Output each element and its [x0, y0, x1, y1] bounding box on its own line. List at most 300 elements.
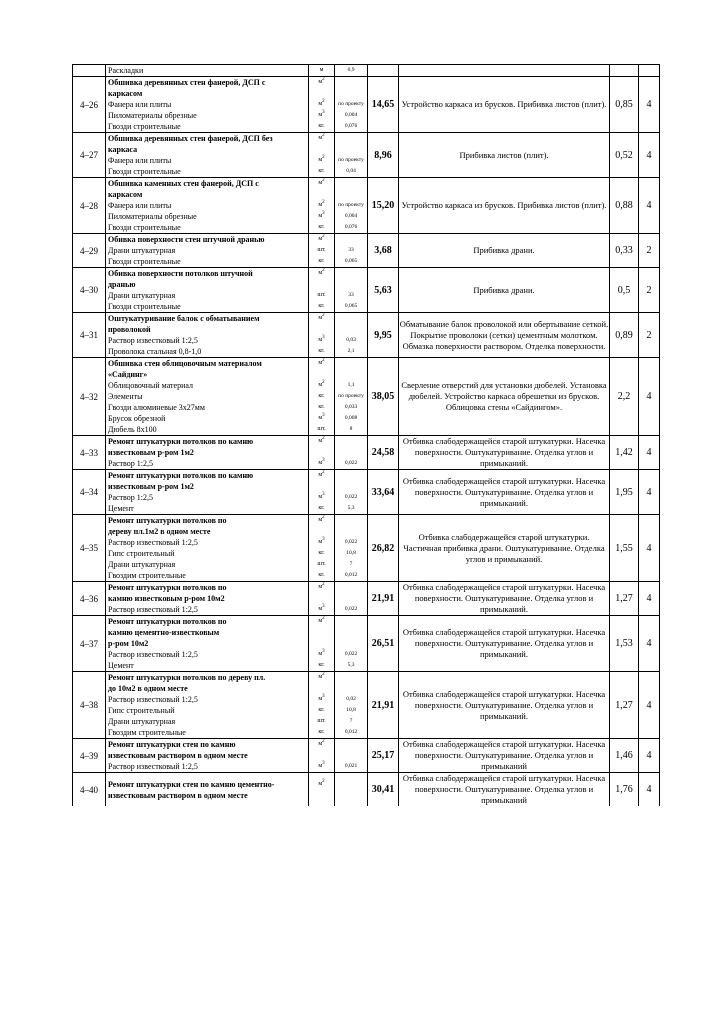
line-item-quantity — [335, 750, 367, 761]
row-rate: 26,51 — [368, 616, 399, 672]
row-quantities — [335, 616, 368, 672]
line-item-unit: кг. — [318, 224, 325, 230]
line-item-quantity — [335, 88, 367, 99]
line-item-unit: $м^2$ — [318, 77, 325, 85]
row-description: Обматывание балок проволокой или обертывание сеткой. Покрытие проволоки (сетки) цементным молотком. Обмазка поверхности раствором. Отделка поверхности. — [399, 313, 610, 358]
table-row — [73, 582, 660, 616]
line-item-unit: $м^2$ — [318, 133, 325, 141]
line-item-unit — [309, 593, 334, 604]
line-item-unit — [309, 481, 334, 492]
line-item-unit: $м^3$ — [318, 110, 325, 118]
line-item-unit: $м^3$ — [318, 335, 325, 343]
line-item-name: Ремонт штукатурки потолков по — [108, 617, 227, 626]
line-item-name: Дюбель 8х100 — [108, 425, 157, 434]
line-item-quantity — [335, 672, 367, 683]
table-row — [73, 234, 660, 268]
line-item-name: Обивка поверхности стен штучной дранью — [108, 235, 265, 244]
rates-table — [72, 64, 660, 806]
line-item-name: Обшивка деревянных стен фанерой, ДСП без — [108, 134, 273, 143]
row-description: Отбивка слабодержащейся старой штукатурки. Насечка поверхности. Оштукатуривание. Отделка углов и примыканий. — [399, 582, 610, 616]
row-units — [309, 133, 335, 178]
row-category: 4 — [639, 470, 660, 515]
line-item-quantity: 0,022 — [344, 606, 358, 612]
row-code: 4–35 — [73, 515, 106, 582]
line-item-quantity — [335, 683, 367, 694]
line-item-unit: шт. — [317, 247, 326, 253]
line-item-unit: $м^3$ — [318, 211, 325, 219]
line-item-name: Гвозди алюминевые 3х27мм — [108, 403, 205, 412]
row-names — [106, 313, 309, 358]
row-rate: 3,68 — [368, 234, 399, 268]
line-item-name: Раствор известковый 1:2,5 — [108, 695, 198, 704]
row-description: Отбивка слабодержащейся старой штукатурки. Насечка поверхности. Оштукатуривание. Отделка углов и примыканий. — [399, 616, 610, 672]
line-item-quantity — [335, 447, 367, 458]
line-item-unit — [309, 189, 334, 200]
row-rate: 26,82 — [368, 515, 399, 582]
line-item-quantity — [335, 739, 367, 750]
line-item-unit: кг. — [318, 168, 325, 174]
row-rate: 5,63 — [368, 268, 399, 313]
row-code: 4–40 — [73, 773, 106, 807]
line-item-unit: кг. — [318, 303, 325, 309]
line-item-quantity: по проекту — [338, 393, 364, 399]
line-item-name: Пиломатериалы обрезные — [108, 212, 197, 221]
line-item-unit: кг. — [318, 404, 325, 410]
line-item-unit: $м^3$ — [318, 649, 325, 657]
line-item-quantity — [335, 616, 367, 627]
line-item-name: Драни штукатурная — [108, 246, 176, 255]
line-item-unit — [309, 683, 334, 694]
row-description: Отбивка слабодержащейся старой штукатурки. Насечка поверхности. Оштукатуривание. Отделка углов и примыканий. — [399, 470, 610, 515]
line-item-name: Гвозди строительные — [108, 257, 181, 266]
line-item-name: дранью — [108, 280, 136, 289]
row-names — [106, 358, 309, 436]
row-units — [309, 234, 335, 268]
line-item-name: камню известковым р-ром 10м2 — [108, 594, 225, 603]
line-item-unit — [309, 447, 334, 458]
row-rate: 14,65 — [368, 77, 399, 133]
line-item-unit: $м^2$ — [318, 200, 325, 208]
row-units — [309, 672, 335, 739]
line-item-unit — [309, 750, 334, 761]
line-item-name: Драни штукатурная — [108, 717, 176, 726]
line-item-unit: $м^2$ — [318, 178, 325, 186]
row-units — [309, 616, 335, 672]
line-item-name: Фанера или плиты — [108, 100, 172, 109]
line-item-name: Гвозди строительные — [108, 223, 181, 232]
row-coefficient: 1,95 — [610, 470, 639, 515]
row-names — [106, 436, 309, 470]
row-coefficient: 0,89 — [610, 313, 639, 358]
row-quantities — [335, 582, 368, 616]
row-names — [106, 65, 309, 77]
line-item-name: Гвозди строительные — [108, 167, 181, 176]
line-item-quantity — [335, 189, 367, 200]
row-units — [309, 268, 335, 313]
line-item-unit: кг. — [318, 123, 325, 129]
row-names — [106, 178, 309, 234]
line-item-unit: $м^2$ — [318, 436, 325, 444]
line-item-unit: $м^2$ — [318, 739, 325, 747]
row-description: Отбивка слабодержащейся старой штукатурки. Насечка поверхности. Оштукатуривание. Отделка углов и примыканий. — [399, 672, 610, 739]
line-item-quantity: по проекту — [338, 101, 364, 107]
row-code: 4–36 — [73, 582, 106, 616]
line-item-name: Раствор известковый 1:2,5 — [108, 605, 198, 614]
row-rate: 21,91 — [368, 672, 399, 739]
row-units — [309, 358, 335, 436]
row-quantities — [335, 178, 368, 234]
line-item-unit — [309, 369, 334, 380]
line-item-unit: $м^2$ — [318, 380, 325, 388]
line-item-name: Обшивка деревянных стен фанерой, ДСП с — [108, 78, 266, 87]
line-item-quantity: 5,3 — [347, 505, 355, 511]
row-quantities — [335, 268, 368, 313]
line-item-name: «Сайдинг» — [108, 370, 148, 379]
line-item-name: каркасом — [108, 190, 143, 199]
line-item-unit: шт. — [317, 718, 326, 724]
row-rate: 9,95 — [368, 313, 399, 358]
line-item-quantity: 0,033 — [344, 404, 358, 410]
row-coefficient: 1,76 — [610, 773, 639, 807]
line-item-quantity — [335, 779, 367, 790]
line-item-unit: $м^3$ — [318, 413, 325, 421]
line-item-quantity: 0,9 — [347, 67, 355, 73]
line-item-name: Раствор 1:2,5 — [108, 493, 153, 502]
row-category: 4 — [639, 616, 660, 672]
line-item-name: Драни штукатурная — [108, 291, 176, 300]
row-names — [106, 234, 309, 268]
row-category: 4 — [639, 515, 660, 582]
line-item-quantity: 0,022 — [344, 460, 358, 466]
table-row — [73, 358, 660, 436]
row-quantities — [335, 77, 368, 133]
row-code — [73, 65, 106, 77]
line-item-quantity: 7 — [349, 718, 353, 724]
table-row — [73, 178, 660, 234]
row-coefficient — [610, 65, 639, 77]
line-item-unit: кг. — [318, 662, 325, 668]
row-code: 4–33 — [73, 436, 106, 470]
line-item-unit — [309, 627, 334, 638]
row-description: Отбивка слабодержащейся старой штукатурки. Насечка поверхности. Оштукатуривание. Отделка углов и примыканий — [399, 773, 610, 807]
row-names — [106, 77, 309, 133]
row-names — [106, 515, 309, 582]
line-item-unit: $м^2$ — [318, 313, 325, 321]
line-item-quantity: 7 — [349, 561, 353, 567]
line-item-name: Ремонт штукатурки стен по камню — [108, 740, 236, 749]
row-units — [309, 77, 335, 133]
row-category: 4 — [639, 582, 660, 616]
row-category: 4 — [639, 773, 660, 807]
line-item-quantity — [335, 279, 367, 290]
row-names — [106, 268, 309, 313]
line-item-unit: $м^3$ — [318, 694, 325, 702]
line-item-name: Ремонт штукатурки потолков по камню — [108, 471, 254, 480]
line-item-quantity — [335, 324, 367, 335]
line-item-unit: $м^3$ — [318, 492, 325, 500]
row-description: Сверление отверстий для установки дюбелей. Установка дюбелей. Устройство каркаса обрешетки из брусков. Облицовка стены «Сайдингом». — [399, 358, 610, 436]
line-item-quantity: 10,8 — [346, 707, 356, 713]
line-item-name: Проволока стальная 0,8-1,0 — [108, 347, 202, 356]
row-units — [309, 178, 335, 234]
line-item-unit: $м^3$ — [318, 458, 325, 466]
line-item-name: Облицовочный материал — [108, 381, 193, 390]
line-item-unit: $м^2$ — [318, 358, 325, 366]
row-coefficient: 1,53 — [610, 616, 639, 672]
line-item-quantity — [335, 627, 367, 638]
row-quantities — [335, 672, 368, 739]
table-row — [73, 268, 660, 313]
line-item-unit: $м^2$ — [318, 99, 325, 107]
row-category: 4 — [639, 436, 660, 470]
line-item-unit — [309, 144, 334, 155]
line-item-name: Раствор известковый 1:2,5 — [108, 650, 198, 659]
table-row — [73, 739, 660, 773]
row-coefficient: 0,52 — [610, 133, 639, 178]
line-item-unit: $м^2$ — [318, 234, 325, 242]
table-row — [73, 515, 660, 582]
line-item-unit: $м^2$ — [318, 582, 325, 590]
line-item-name: дереву пл.1м2 в одном месте — [108, 527, 211, 536]
row-coefficient: 1,27 — [610, 582, 639, 616]
line-item-unit: кг. — [318, 572, 325, 578]
line-item-unit: шт. — [317, 426, 326, 432]
line-item-quantity — [335, 638, 367, 649]
table-row — [73, 77, 660, 133]
line-item-quantity: 0,022 — [344, 539, 358, 545]
line-item-name: Обшивка стен облицовочным материалом — [108, 359, 262, 368]
line-item-quantity: 0,012 — [344, 572, 358, 578]
line-item-unit: м — [319, 67, 324, 73]
line-item-unit: $м^3$ — [318, 604, 325, 612]
row-code: 4–38 — [73, 672, 106, 739]
line-item-unit: $м^2$ — [318, 268, 325, 276]
line-item-name: Драни штукатурная — [108, 560, 176, 569]
line-item-quantity — [335, 178, 367, 189]
line-item-quantity — [335, 77, 367, 88]
row-coefficient: 1,27 — [610, 672, 639, 739]
line-item-quantity — [335, 436, 367, 447]
table-row — [73, 65, 660, 77]
row-units — [309, 739, 335, 773]
line-item-unit — [309, 526, 334, 537]
line-item-unit — [309, 790, 334, 801]
row-rate: 38,05 — [368, 358, 399, 436]
line-item-name: Фанера или плиты — [108, 201, 172, 210]
row-code: 4–34 — [73, 470, 106, 515]
line-item-name: Раствор известковый 1:2,5 — [108, 538, 198, 547]
row-quantities — [335, 515, 368, 582]
line-item-unit: кг. — [318, 258, 325, 264]
line-item-name: известковым раствором в одном месте — [108, 790, 248, 800]
line-item-name: каркаса — [108, 145, 138, 154]
table-row — [73, 313, 660, 358]
row-units — [309, 582, 335, 616]
row-units — [309, 436, 335, 470]
line-item-name: Ремонт штукатурки потолков по камню — [108, 437, 254, 446]
row-code: 4–39 — [73, 739, 106, 773]
row-category: 4 — [639, 358, 660, 436]
row-quantities — [335, 133, 368, 178]
row-quantities — [335, 65, 368, 77]
line-item-unit — [309, 88, 334, 99]
line-item-unit: шт. — [317, 561, 326, 567]
row-category: 4 — [639, 178, 660, 234]
line-item-unit: $м^2$ — [318, 155, 325, 163]
row-units — [309, 65, 335, 77]
line-item-name: проволокой — [108, 325, 151, 334]
row-code: 4–27 — [73, 133, 106, 178]
line-item-quantity — [335, 313, 367, 324]
line-item-quantity: 0,008 — [344, 415, 358, 421]
line-item-name: Фанера или плиты — [108, 156, 172, 165]
row-names — [106, 739, 309, 773]
table-row — [73, 616, 660, 672]
row-units — [309, 313, 335, 358]
line-item-name: Пиломатериалы обрезные — [108, 111, 197, 120]
line-item-unit: $м^2$ — [318, 778, 325, 787]
row-rate: 25,17 — [368, 739, 399, 773]
row-coefficient: 1,55 — [610, 515, 639, 582]
line-item-unit: кг. — [318, 505, 325, 511]
row-code: 4–29 — [73, 234, 106, 268]
line-item-name: р-ром 10м2 — [108, 639, 149, 648]
line-item-name: Цемент — [108, 504, 134, 513]
line-item-quantity: 0,076 — [344, 224, 358, 230]
line-item-name: Раствор известковый 1:2,5 — [108, 336, 198, 345]
line-item-name: Обшивка каменных стен фанерой, ДСП с — [108, 179, 259, 188]
row-names — [106, 133, 309, 178]
line-item-quantity — [335, 593, 367, 604]
table-row — [73, 773, 660, 807]
line-item-name: камню цементно-известковым — [108, 628, 220, 637]
row-code: 4–31 — [73, 313, 106, 358]
line-item-quantity: по проекту — [338, 202, 364, 208]
line-item-quantity — [335, 133, 367, 144]
row-coefficient: 0,33 — [610, 234, 639, 268]
row-units — [309, 515, 335, 582]
line-item-quantity: 0,021 — [344, 763, 358, 769]
line-item-name: до 10м2 в одном месте — [108, 684, 188, 693]
row-units — [309, 470, 335, 515]
line-item-quantity — [335, 234, 367, 245]
line-item-name: Ремонт штукатурки потолков по — [108, 516, 227, 525]
line-item-quantity — [335, 144, 367, 155]
row-category: 2 — [639, 234, 660, 268]
row-coefficient: 2,2 — [610, 358, 639, 436]
line-item-name: известковым раствором в одном месте — [108, 751, 248, 760]
row-quantities — [335, 313, 368, 358]
line-item-name: Раскладки — [108, 66, 144, 75]
row-rate — [368, 65, 399, 77]
row-description — [399, 65, 610, 77]
line-item-quantity — [335, 369, 367, 380]
row-rate: 21,91 — [368, 582, 399, 616]
line-item-name: известковым р-ром 1м2 — [108, 482, 194, 491]
line-item-name: Гвоздим строительные — [108, 728, 186, 737]
line-item-unit: кг. — [318, 393, 325, 399]
row-category: 4 — [639, 739, 660, 773]
line-item-name: Гвозди строительные — [108, 302, 181, 311]
row-quantities — [335, 436, 368, 470]
line-item-unit: $м^3$ — [318, 761, 325, 769]
line-item-quantity: 0,022 — [344, 651, 358, 657]
line-item-name: Ремонт штукатурки потолков по дереву пл. — [108, 673, 266, 682]
line-item-quantity: 0,065 — [344, 258, 358, 264]
row-names — [106, 582, 309, 616]
row-rate: 30,41 — [368, 773, 399, 807]
row-code: 4–26 — [73, 77, 106, 133]
table-row — [73, 470, 660, 515]
line-item-unit: $м^2$ — [318, 616, 325, 624]
line-item-name: Раствор известковый 1:2,5 — [108, 762, 198, 771]
line-item-name: Гипс строительный — [108, 549, 175, 558]
line-item-name: Раствор 1:2,5 — [108, 459, 153, 468]
line-item-quantity: 0,004 — [344, 112, 358, 118]
line-item-name: Цемент — [108, 661, 134, 670]
line-item-unit — [309, 279, 334, 290]
row-code: 4–32 — [73, 358, 106, 436]
row-rate: 15,20 — [368, 178, 399, 234]
line-item-unit: кг. — [318, 348, 325, 354]
line-item-quantity — [335, 582, 367, 593]
line-item-name: Гвозди строительные — [108, 122, 181, 131]
line-item-quantity: 0,004 — [344, 213, 358, 219]
line-item-quantity: 1,1 — [347, 382, 355, 388]
row-rate: 8,96 — [368, 133, 399, 178]
line-item-quantity: 0,012 — [344, 729, 358, 735]
row-coefficient: 0,88 — [610, 178, 639, 234]
line-item-quantity — [335, 515, 367, 526]
table-row — [73, 436, 660, 470]
line-item-unit: кг. — [318, 729, 325, 735]
row-code: 4–30 — [73, 268, 106, 313]
row-rate: 24,58 — [368, 436, 399, 470]
line-item-quantity: 0,03 — [346, 337, 356, 343]
line-item-name: Ремонт штукатурки потолков по — [108, 583, 227, 592]
line-item-quantity — [335, 526, 367, 537]
table-row — [73, 133, 660, 178]
line-item-name: Гипс строительный — [108, 706, 175, 715]
line-item-quantity — [335, 470, 367, 481]
row-description: Прибивка драни. — [399, 234, 610, 268]
line-item-unit: кг. — [318, 707, 325, 713]
row-quantities — [335, 739, 368, 773]
row-category: 2 — [639, 313, 660, 358]
line-item-name: Обивка поверхности потолков штучной — [108, 269, 253, 278]
line-item-unit: $м^3$ — [318, 537, 325, 545]
line-item-name: каркасом — [108, 89, 143, 98]
row-category: 4 — [639, 77, 660, 133]
line-item-name: известковым р-ром 1м2 — [108, 448, 194, 457]
row-description: Отбивка слабодержащейся старой штукатурки. Насечка поверхности. Оштукатуривание. Отделка углов и примыканий. — [399, 436, 610, 470]
row-quantities — [335, 470, 368, 515]
row-description: Прибивка драни. — [399, 268, 610, 313]
line-item-quantity: 8 — [349, 426, 353, 432]
row-coefficient: 1,42 — [610, 436, 639, 470]
line-item-unit: $м^2$ — [318, 515, 325, 523]
line-item-name: Элементы — [108, 392, 143, 401]
row-quantities — [335, 234, 368, 268]
row-description: Прибивка листов (плит). — [399, 133, 610, 178]
table-row — [73, 672, 660, 739]
line-item-unit — [309, 324, 334, 335]
line-item-name: Брусок обрезной — [108, 414, 166, 423]
line-item-unit: шт. — [317, 292, 326, 298]
row-names — [106, 773, 309, 807]
row-rate: 33,64 — [368, 470, 399, 515]
line-item-quantity: 0,065 — [344, 303, 358, 309]
